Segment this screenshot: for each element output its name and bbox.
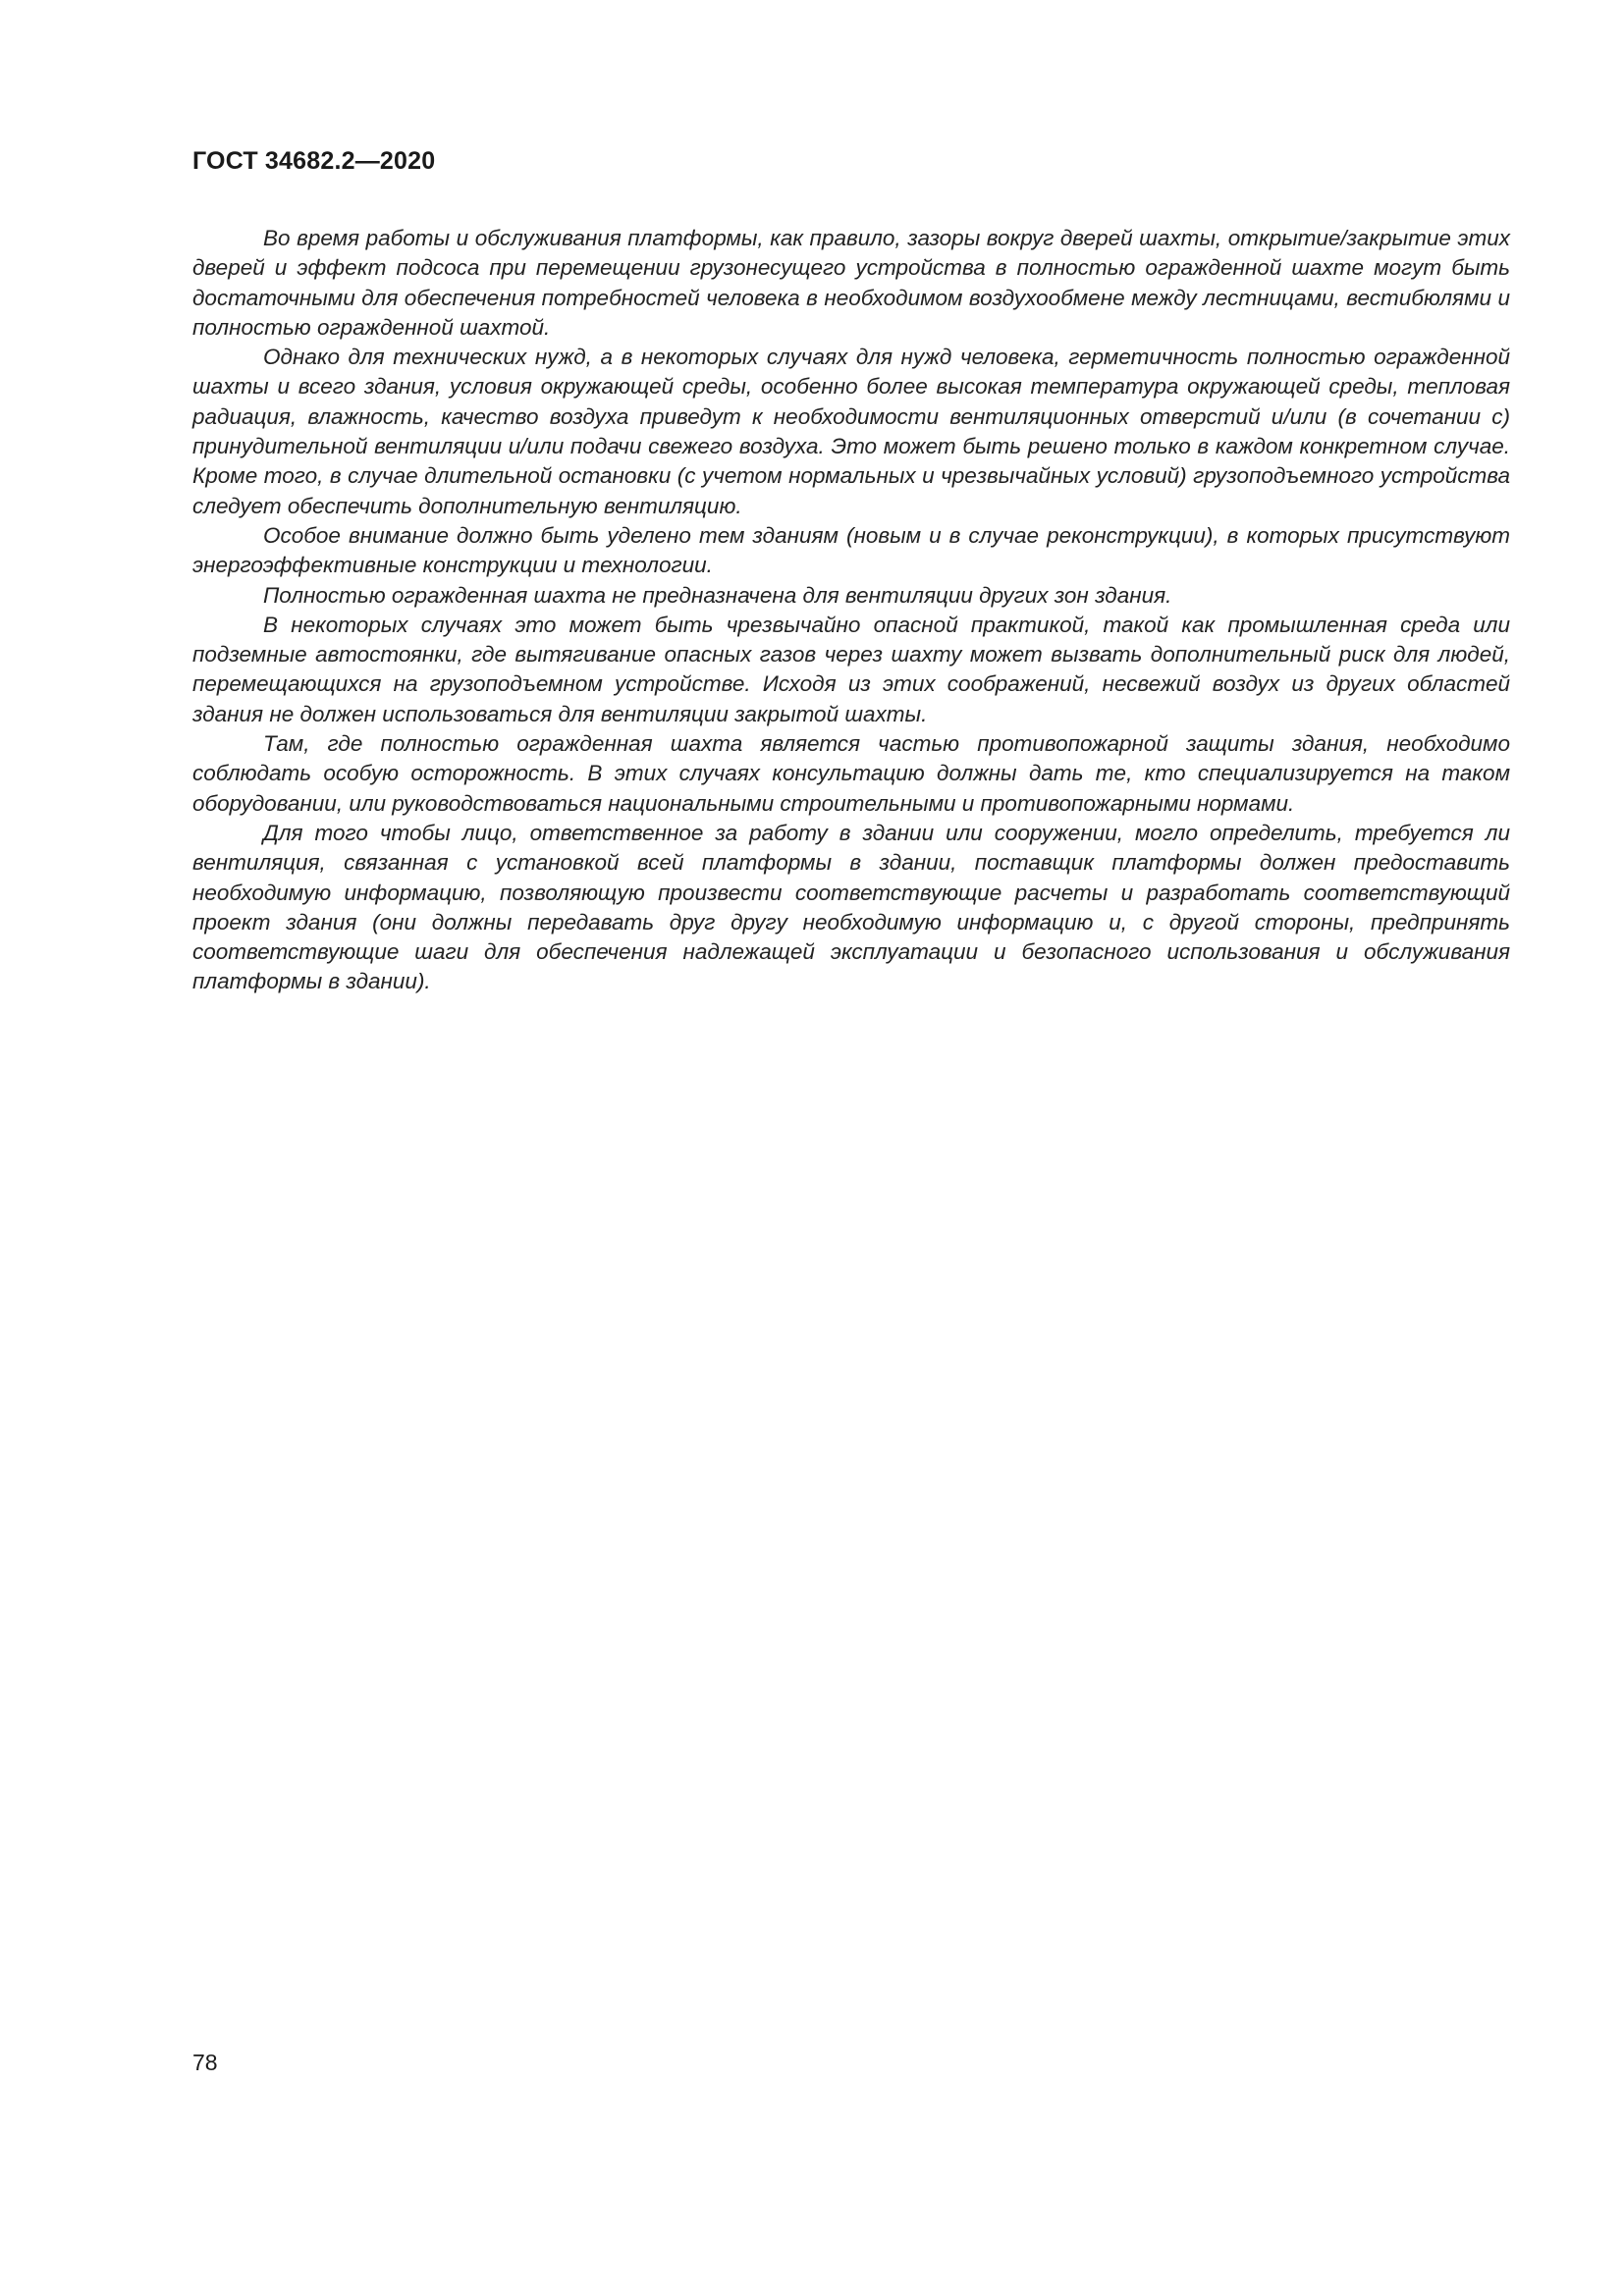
body-text [192,224,1510,997]
document-code-header: ГОСТ 34682.2—2020 [192,147,436,175]
paragraph-ventilation-gaps: Во время работы и обслуживания платформы, как правило, зазоры вокруг дверей шахты, открытие/закрытие этих дверей и эффект подсоса при перемещении грузонесущего устройства в полностью огражденной шахте могут быть достаточными для обеспечения потребностей человека в необходимом воздухообмене между лестницами, вестибюлями и полностью огражденной шахтой. [192,226,1510,340]
paragraph-fire-protection: Там, где полностью огражденная шахта является частью противопожарной защиты здания, необходимо соблюдать особую осторожность. В этих случаях консультацию должны дать те, кто специализируется на таком оборудовании, или руководствоваться национальными строительными и противопожарными нормами. [192,731,1510,816]
paragraph-supplier-information: Для того чтобы лицо, ответственное за работу в здании или сооружении, могло определить, требуется ли вентиляция, связанная с установкой всей платформы в здании, поставщик платформы должен предоставить необходимую информацию, позволяющую произвести соответствующие расчеты и разработать соответствующий проект здания (они должны передавать друг другу необходимую информацию и, с другой стороны, предпринять соответствующие шаги для обеспечения надлежащей эксплуатации и безопасного использования и обслуживания платформы в здании). [192,820,1510,994]
paragraph-technical-needs: Однако для технических нужд, а в некоторых случаях для нужд человека, герметичность полностью огражденной шахты и всего здания, условия окружающей среды, особенно более высокая температура окружающей среды, тепловая радиация, влажность, качество воздуха приведут к необходимости вентиляционных отверстий и/или (в сочетании с) принудительной вентиляции и/или подачи свежего воздуха. Это может быть решено только в каждом конкретном случае. Кроме того, в случае длительной остановки (с учетом нормальных и чрезвычайных условий) грузоподъемного устройства следует обеспечить дополнительную вентиляцию. [192,345,1510,518]
paragraph-hazardous-practice: В некоторых случаях это может быть чрезвычайно опасной практикой, такой как промышленная среда или подземные автостоянки, где вытягивание опасных газов через шахту может вызвать дополнительный риск для людей, перемещающихся на грузоподъемном устройстве. Исходя из этих соображений, несвежий воздух из других областей здания не должен использоваться для вентиляции закрытой шахты. [192,612,1510,726]
paragraph-energy-efficient-buildings: Особое внимание должно быть уделено тем зданиям (новым и в случае реконструкции), в которых присутствуют энергоэффективные конструкции и технологии. [192,522,1510,578]
page-number: 78 [192,2050,218,2075]
paragraph-shaft-not-for-ventilation: Полностью огражденная шахта не предназначена для вентиляции других зон здания. [263,582,1172,608]
